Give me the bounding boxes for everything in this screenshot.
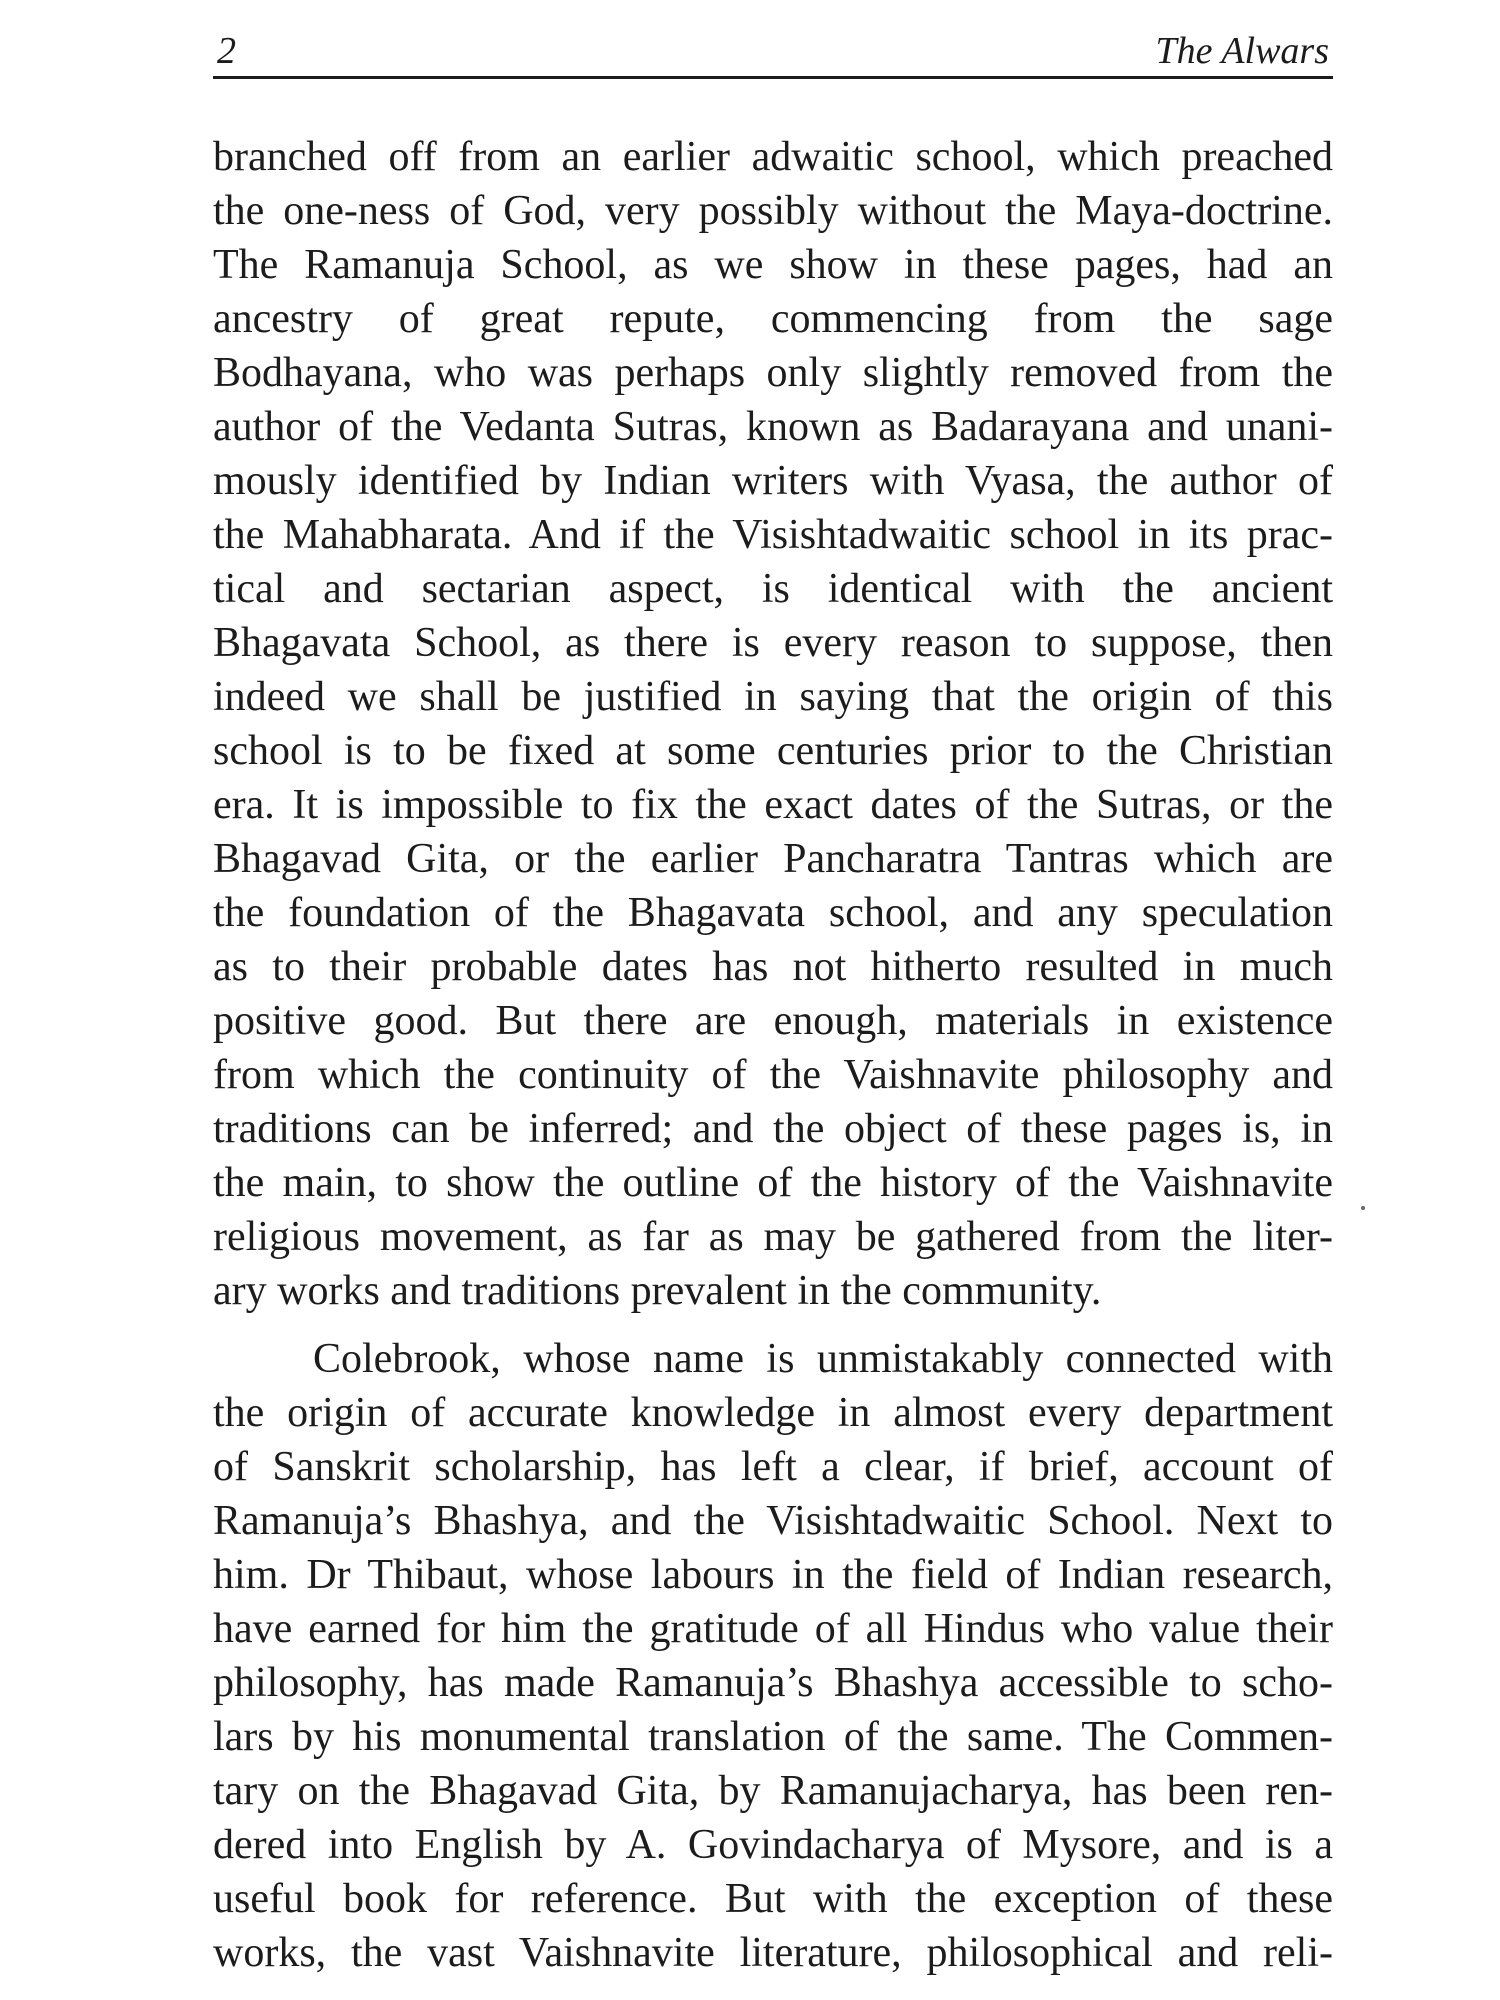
- book-page: [213, 0, 1333, 2000]
- text-line: tical and sectarian aspect, is identical with the ancient: [213, 566, 1333, 612]
- paragraph-1: [213, 130, 1333, 1318]
- text-line: Bhagavata School, as there is every reason to suppose, then: [213, 620, 1333, 666]
- text-line: from which the continuity of the Vaishnavite philosophy and: [213, 1052, 1333, 1098]
- text-line: as to their probable dates has not hitherto resulted in much: [213, 944, 1333, 990]
- text-line: ancestry of great repute, commencing from the sage: [213, 296, 1333, 342]
- text-line: The Ramanuja School, as we show in these pages, had an: [213, 242, 1333, 288]
- text-line: philosophy, has made Ramanuja’s Bhashya accessible to scho-: [213, 1660, 1333, 1706]
- text-line: religious movement, as far as may be gathered from the liter-: [213, 1214, 1333, 1260]
- text-line: tary on the Bhagavad Gita, by Ramanujacharya, has been ren-: [213, 1768, 1333, 1814]
- text-line: indeed we shall be justified in saying that the origin of this: [213, 674, 1333, 720]
- text-line: ary works and traditions prevalent in the community.: [213, 1268, 1102, 1314]
- text-line: Bodhayana, who was perhaps only slightly removed from the: [213, 350, 1333, 396]
- text-line: branched off from an earlier adwaitic school, which preached: [213, 134, 1333, 180]
- text-line: the foundation of the Bhagavata school, and any speculation: [213, 890, 1333, 936]
- text-line: him. Dr Thibaut, whose labours in the field of Indian research,: [213, 1552, 1333, 1598]
- text-line: mously identified by Indian writers with Vyasa, the author of: [213, 458, 1333, 504]
- text-line: positive good. But there are enough, materials in existence: [213, 998, 1333, 1044]
- text-line: have earned for him the gratitude of all Hindus who value their: [213, 1606, 1333, 1652]
- text-line: Ramanuja’s Bhashya, and the Visishtadwaitic School. Next to: [213, 1498, 1333, 1544]
- text-line: the origin of accurate knowledge in almost every department: [213, 1390, 1333, 1436]
- body-text: [213, 130, 1333, 1980]
- text-line: of Sanskrit scholarship, has left a clear, if brief, account of: [213, 1444, 1333, 1490]
- text-line: traditions can be inferred; and the object of these pages is, in: [213, 1106, 1333, 1152]
- text-line: works, the vast Vaishnavite literature, philosophical and reli-: [213, 1930, 1333, 1976]
- page-number: 2: [217, 30, 236, 72]
- text-line: Bhagavad Gita, or the earlier Pancharatra Tantras which are: [213, 836, 1333, 882]
- text-line: the Mahabharata. And if the Visishtadwaitic school in its prac-: [213, 512, 1333, 558]
- text-line: lars by his monumental translation of the same. The Commen-: [213, 1714, 1333, 1760]
- running-head: [213, 22, 1333, 79]
- text-line: author of the Vedanta Sutras, known as Badarayana and unani-: [213, 404, 1333, 450]
- text-line: the one-ness of God, very possibly without the Maya-doctrine.: [213, 188, 1333, 234]
- paragraph-2: [213, 1332, 1333, 1980]
- running-title: The Alwars: [1155, 30, 1329, 72]
- text-line: Colebrook, whose name is unmistakably connected with: [313, 1336, 1333, 1382]
- text-line: dered into English by A. Govindacharya of Mysore, and is a: [213, 1822, 1333, 1868]
- text-line: school is to be fixed at some centuries prior to the Christian: [213, 728, 1333, 774]
- scan-speck: [1361, 1206, 1365, 1210]
- text-line: the main, to show the outline of the history of the Vaishnavite: [213, 1160, 1333, 1206]
- paragraph-gap: [213, 1318, 1333, 1332]
- text-line: era. It is impossible to fix the exact dates of the Sutras, or the: [213, 782, 1333, 828]
- text-line: useful book for reference. But with the exception of these: [213, 1876, 1333, 1922]
